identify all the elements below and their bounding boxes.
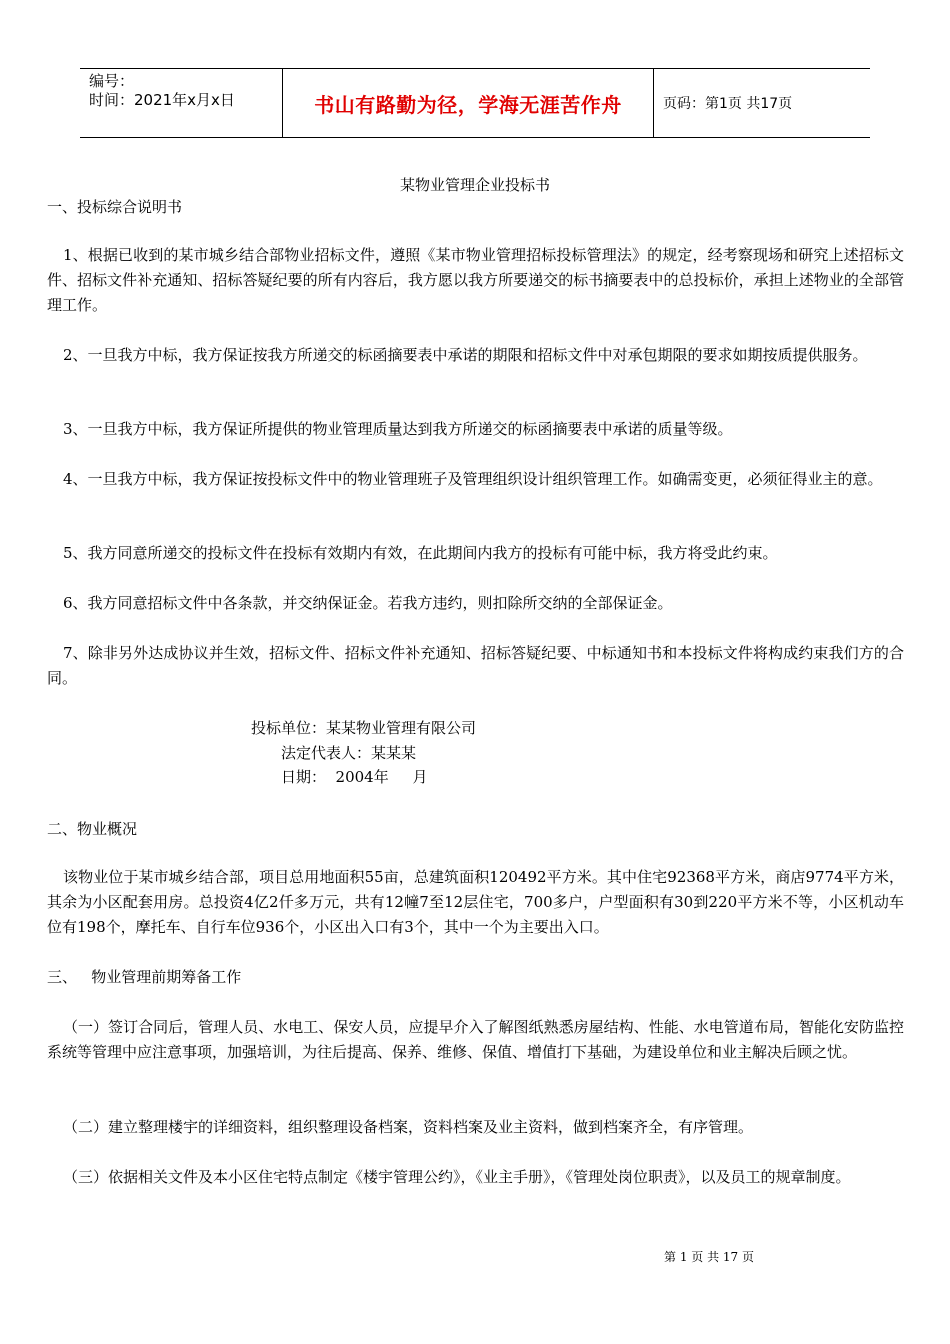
list-item: （二）建立整理楼宇的详细资料，组织整理设备档案，资料档案及业主资料，做到档案齐全，有序管理。 <box>63 1118 754 1136</box>
section2-heading: 二、物业概况 <box>47 820 138 838</box>
section1-heading: 一、投标综合说明书 <box>47 198 183 216</box>
header-meta <box>80 69 282 137</box>
signature-bidder: 投标单位：某某物业管理有限公司 <box>251 719 477 737</box>
section3-heading: 三、 物业管理前期筹备工作 <box>47 968 242 986</box>
page-footer: 第 1 页 共 17 页 <box>664 1250 754 1264</box>
list-item: 5、我方同意所递交的投标文件在投标有效期内有效，在此期间内我方的投标有可能中标，我方将受此约束。 <box>63 544 778 562</box>
motto-text: 书山有路勤为径，学海无涯苦作舟 <box>314 92 622 117</box>
list-item: 7、除非另外达成协议并生效，招标文件、招标文件补充通知、招标答疑纪要、中标通知书和本投标文件将构成约束我们方的合同。 <box>47 644 904 687</box>
signature-representative: 法定代表人：某某某 <box>281 744 417 762</box>
list-item: （一）签订合同后，管理人员、水电工、保安人员，应提早介入了解图纸熟悉房屋结构、性能、水电管道布局，智能化安防监控系统等管理中应注意事项，加强培训，为往后提高、保养、维修、保值、增值打下基础，为建设单位和业主解决后顾之忧。 <box>47 1018 904 1061</box>
list-item: 2、一旦我方中标，我方保证按我方所递交的标函摘要表中承诺的期限和招标文件中对承包期限的要求如期按质提供服务。 <box>63 346 868 364</box>
list-item: 6、我方同意招标文件中各条款，并交纳保证金。若我方违约，则扣除所交纳的全部保证金。 <box>63 594 673 612</box>
list-item: 3、一旦我方中标，我方保证所提供的物业管理质量达到我方所递交的标函摘要表中承诺的质量等级。 <box>63 420 733 438</box>
section2-body: 该物业位于某市城乡结合部，项目总用地面积55亩，总建筑面积120492平方米。其中住宅92368平方米，商店9774平方米，其余为小区配套用房。总投资4亿2仟多万元，共有12幢7至12层住宅，700多户，户型面积有30到220平方米不等，小区机动车位有198个，摩托车、自行车位936个，小区出入口有3个，其中一个为主要出入口。 <box>47 868 904 936</box>
list-item: 4、一旦我方中标，我方保证按投标文件中的物业管理班子及管理组织设计组织管理工作。如确需变更，必须征得业主的意。 <box>63 470 883 488</box>
signature-date: 日期： 2004年 月 <box>281 768 428 786</box>
page-header <box>80 68 870 138</box>
list-item: 1、根据已收到的某市城乡结合部物业招标文件，遵照《某市物业管理招标投标管理法》的规定，经考察现场和研究上述招标文件、招标文件补充通知、招标答疑纪要的所有内容后，我方愿以我方所要递交的标书摘要表中的总投标价，承担上述物业的全部管理工作。 <box>47 246 904 314</box>
header-page-info: 页码：第1页 共17页 <box>663 96 793 112</box>
list-item: （三）依据相关文件及本小区住宅特点制定《楼宇管理公约》，《业主手册》，《管理处岗位职责》，以及员工的规章制度。 <box>63 1168 851 1186</box>
document-title: 某物业管理企业投标书 <box>399 176 550 194</box>
time-label: 时间：2021年x月x日 <box>89 91 235 109</box>
number-label: 编号： <box>89 72 135 90</box>
header-motto-cell <box>282 69 654 137</box>
